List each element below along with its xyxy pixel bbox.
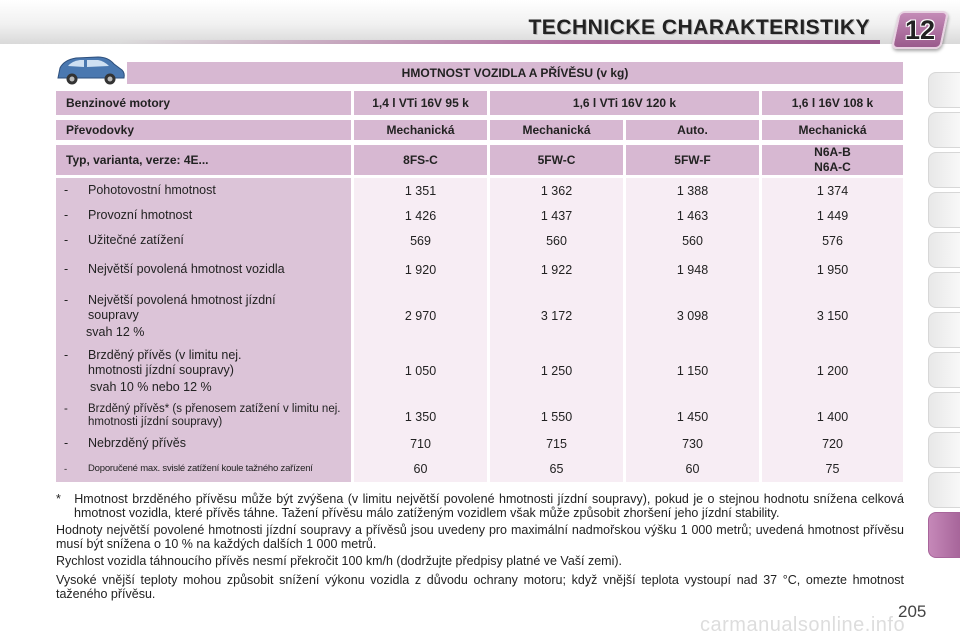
row-dash: -: [64, 208, 69, 222]
type-label: Typ, varianta, verze: 4E...: [56, 145, 351, 175]
row-label: Provozní hmotnost: [88, 208, 193, 222]
row-value: 3 172: [540, 309, 573, 323]
footnote-marker: *: [56, 492, 61, 506]
row-dash: -: [64, 436, 69, 450]
gearbox-label: Převodovky: [56, 120, 351, 140]
row-value: 1 250: [540, 364, 573, 378]
watermark: carmanualsonline.info: [700, 614, 906, 636]
row-dash: -: [64, 403, 68, 415]
row-label: Pohotovostní hmotnost: [88, 183, 216, 197]
row-sublabel: svah 10 % nebo 12 %: [90, 380, 212, 394]
note-temperature: Vysoké vnější teploty mohou způsobit snížení výkonu vozidla z důvodu ochrany motoru; když vnější teplota vystoupí nad 37 °C, omezte hmotnost taženého přívěsu.: [56, 573, 904, 601]
row-value: 1 200: [816, 364, 849, 378]
table-title: HMOTNOST VOZIDLA A PŘÍVĚSU (v kg): [127, 62, 903, 84]
gearbox-row: [56, 120, 903, 140]
engine-col-1: 1,4 l VTi 16V 95 k: [354, 91, 487, 115]
row-sublabel: svah 12 %: [86, 325, 145, 339]
chapter-tab-active[interactable]: [928, 512, 960, 558]
type-col-4-line2: N6A-C: [814, 160, 851, 174]
footnote-text: Hmotnost brzděného přívěsu může být zvýšena (v limitu největší povolené hmotnosti jízdní soupravy), pokud je o stejnou hodnotu snížena celková hmotnost vozidla, které přívěs táhne. Tažení přívěsu málo zatíženým vozidlem však může způsobit zhoršení jeho jízdní stability.: [74, 492, 905, 520]
table-row: [56, 348, 903, 394]
row-label: Brzděný přívěs (v limitu nej. hmotnosti jízdní soupravy): [88, 348, 242, 377]
chapter-tab[interactable]: [928, 152, 960, 188]
row-value: 560: [682, 234, 703, 248]
table-row: [56, 461, 903, 477]
row-value: 1 550: [540, 410, 573, 424]
chapter-tab[interactable]: [928, 472, 960, 508]
row-value: 3 150: [816, 309, 849, 323]
row-label: Největší povolená hmotnost vozidla: [88, 262, 285, 276]
row-value: 1 449: [816, 209, 849, 223]
notes-section: [56, 492, 904, 606]
chapter-tab[interactable]: [928, 232, 960, 268]
engine-label: Benzinové motory: [56, 91, 351, 115]
note-speed: Rychlost vozidla táhnoucího přívěs nesmí překročit 100 km/h (dodržujte předpisy platné ve Vaší zemi).: [56, 554, 623, 568]
row-value: 60: [685, 462, 700, 476]
chapter-tab[interactable]: [928, 192, 960, 228]
table-row: [56, 436, 903, 452]
row-value: 576: [822, 234, 843, 248]
chapter-number: 12: [904, 15, 936, 45]
row-value: 1 950: [816, 263, 849, 277]
type-col-1: 8FS-C: [354, 145, 487, 175]
table-row: [56, 183, 903, 199]
row-value: 1 351: [404, 184, 437, 198]
gearbox-col-4: Mechanická: [762, 120, 903, 140]
row-dash: -: [64, 262, 69, 276]
row-label: Doporučené max. svislé zatížení koule tažného zařízení: [88, 463, 313, 474]
row-value: 60: [413, 462, 428, 476]
row-value: 1 362: [540, 184, 573, 198]
chapter-tab[interactable]: [928, 72, 960, 108]
row-value: 720: [822, 437, 843, 451]
row-dash: -: [64, 293, 69, 307]
row-label: Nebrzděný přívěs: [88, 436, 186, 450]
row-value: 75: [825, 462, 840, 476]
row-dash: -: [64, 183, 69, 197]
chapter-tab[interactable]: [928, 272, 960, 308]
row-value: 1 050: [404, 364, 437, 378]
row-value: 1 450: [676, 410, 709, 424]
row-value: 1 948: [676, 263, 709, 277]
gearbox-col-2: Mechanická: [490, 120, 623, 140]
row-value: 569: [410, 234, 431, 248]
gearbox-col-3: Auto.: [626, 120, 759, 140]
type-row: [56, 145, 903, 175]
row-value: 715: [546, 437, 567, 451]
type-col-3: 5FW-F: [626, 145, 759, 175]
header-accent-line: [120, 40, 880, 44]
page-title: TECHNICKE CHARAKTERISTIKY: [528, 16, 870, 39]
row-value: 1 350: [404, 410, 437, 424]
table-row: [56, 262, 903, 278]
type-col-2: 5FW-C: [490, 145, 623, 175]
row-value: 3 098: [676, 309, 709, 323]
row-value: 1 400: [816, 410, 849, 424]
chapter-tab[interactable]: [928, 432, 960, 468]
row-label: Největší povolená hmotnost jízdní soupravy: [88, 293, 276, 322]
engine-row: [56, 91, 903, 115]
table-row: [56, 403, 903, 431]
row-value: 1 388: [676, 184, 709, 198]
row-value: 65: [549, 462, 564, 476]
note-altitude: Hodnoty největší povolené hmotnosti jízdní soupravy a přívěsů jsou uvedeny pro maximální nadmořskou výšku 1 000 metrů; uvedená hmotnost přívěsu musí být snížena o 10 % na každých dalších 1 000 metrů.: [56, 523, 904, 551]
row-value: 1 150: [676, 364, 709, 378]
row-dash: -: [64, 348, 69, 362]
row-label: Užitečné zatížení: [88, 233, 184, 247]
page-number: 205: [898, 602, 927, 621]
type-col-4-line1: N6A-B: [814, 145, 851, 159]
row-label: Brzděný přívěs* (s přenosem zatížení v limitu nej. hmotnosti jízdní soupravy): [88, 403, 341, 428]
row-value: 1 374: [816, 184, 849, 198]
gearbox-col-1: Mechanická: [354, 120, 487, 140]
type-col-4: [762, 145, 903, 175]
chapter-tab[interactable]: [928, 392, 960, 428]
row-value: 1 437: [540, 209, 573, 223]
row-value: 2 970: [404, 309, 437, 323]
row-value: 1 426: [404, 209, 437, 223]
chapter-tab[interactable]: [928, 312, 960, 348]
car-icon: [54, 52, 126, 86]
row-value: 730: [682, 437, 703, 451]
engine-col-3: 1,6 l 16V 108 k: [762, 91, 903, 115]
row-value: 1 920: [404, 263, 437, 277]
footnote: [56, 492, 904, 520]
row-dash: -: [64, 463, 67, 475]
chapter-tab[interactable]: [928, 112, 960, 148]
table-row: [56, 233, 903, 249]
row-value: 560: [546, 234, 567, 248]
row-value: 1 463: [676, 209, 709, 223]
chapter-tabs: [928, 72, 960, 572]
row-dash: -: [64, 233, 69, 247]
table-row: [56, 208, 903, 224]
row-value: 1 922: [540, 263, 573, 277]
engine-col-2: 1,6 l VTi 16V 120 k: [490, 91, 759, 115]
table-row: [56, 293, 903, 339]
chapter-tab[interactable]: [928, 352, 960, 388]
row-value: 710: [410, 437, 431, 451]
